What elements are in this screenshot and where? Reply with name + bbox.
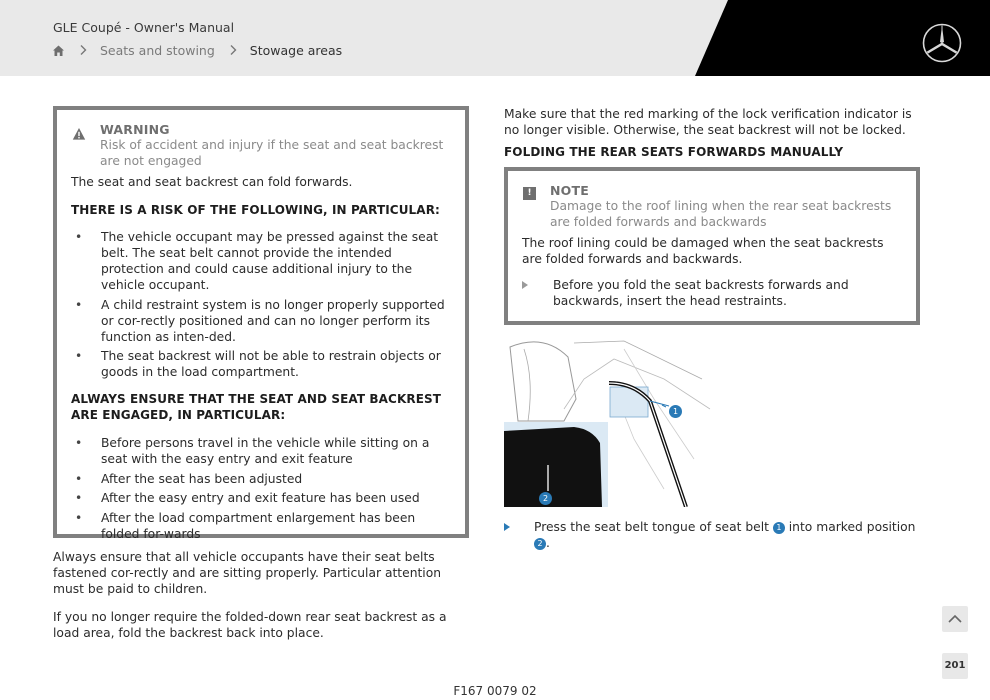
section-heading: FOLDING THE REAR SEATS FORWARDS MANUALLY <box>504 145 844 159</box>
ensure-heading: ALWAYS ENSURE THAT THE SEAT AND SEAT BACKREST ARE ENGAGED, IN PARTICULAR: <box>71 392 442 422</box>
risk-list <box>71 229 451 380</box>
list-item: • After the easy entry and exit feature has been used <box>71 490 451 506</box>
note-exclamation-icon: ! <box>523 187 536 200</box>
scroll-to-top-button[interactable] <box>942 606 968 632</box>
ensure-list <box>71 435 451 542</box>
seatbelt-paragraph: Always ensure that all vehicle occupants have their seat belts fastened cor-rectly and are sitting properly. Particular attention must be paid to children. <box>53 550 442 596</box>
note-subtitle: Damage to the roof lining when the rear seat backrests are folded forwards and backwards <box>550 199 892 229</box>
warning-box <box>53 106 469 541</box>
page-header <box>0 0 990 76</box>
risk-heading: THERE IS A RISK OF THE FOLLOWING, IN PARTICULAR: <box>71 203 440 217</box>
step-instruction <box>504 519 920 551</box>
step-number-1: 1 <box>773 522 785 534</box>
step-text-mid: into marked position <box>784 520 916 534</box>
page-number-button[interactable] <box>942 653 968 679</box>
step-number-2: 2 <box>534 538 546 550</box>
warning-triangle-icon <box>72 127 86 141</box>
list-item: • After the seat has been adjusted <box>71 471 451 487</box>
header-black-panel <box>0 0 990 76</box>
note-instruction-text: Before you fold the seat backrests forwards and backwards, insert the head restraints. <box>553 278 849 308</box>
intro-paragraph: Make sure that the red marking of the lock verification indicator is no longer visible. Otherwise, the seat backrest will not be locked. <box>504 107 912 137</box>
note-title: NOTE <box>550 183 589 198</box>
mercedes-star-icon[interactable] <box>921 22 963 64</box>
note-text: The roof lining could be damaged when the seat backrests are folded forwards and backwards. <box>522 236 884 266</box>
page-number: 201 <box>944 660 966 671</box>
home-icon[interactable] <box>52 44 65 57</box>
callout-2: 2 <box>539 487 552 506</box>
warning-subtitle: Risk of accident and injury if the seat and seat backrest are not engaged <box>100 138 444 168</box>
list-item: • The seat backrest will not be able to restrain objects or goods in the load compartment. <box>71 348 451 380</box>
callout-1: 1 <box>669 400 682 419</box>
list-item: • Before persons travel in the vehicle while sitting on a seat with the easy entry and exit feature <box>71 435 451 467</box>
doc-title: GLE Coupé - Owner's Manual <box>53 20 235 35</box>
seat-belt-illustration <box>504 339 712 507</box>
chevron-right-icon <box>228 44 238 56</box>
step-text-before: Press the seat belt tongue of seat belt <box>534 520 773 534</box>
warning-text: The seat and seat backrest can fold forwards. <box>71 175 353 189</box>
breadcrumb-item-seats[interactable]: Seats and stowing <box>100 42 215 58</box>
chevron-up-icon <box>942 606 968 632</box>
fold-back-paragraph: If you no longer require the folded-down rear seat backrest as a load area, fold the backrest back into place. <box>53 610 447 640</box>
illustration-drawing <box>504 339 712 507</box>
chevron-right-icon <box>78 44 88 56</box>
breadcrumb-item-stowage: Stowage areas <box>249 42 343 58</box>
list-item: • A child restraint system is no longer properly supported or cor-rectly positioned and can no longer perform its function as inten-ded. <box>71 297 451 345</box>
breadcrumb <box>52 42 342 58</box>
note-instruction <box>522 277 902 309</box>
list-item: • The vehicle occupant may be pressed against the seat belt. The seat belt cannot provide the intended protection and could cause additional injury to the vehicle occupant. <box>71 229 451 293</box>
image-code: F167 0079 02 <box>453 684 537 698</box>
left-column <box>53 106 469 641</box>
list-item: • After the load compartment enlargement has been folded for-wards <box>71 510 451 542</box>
right-column <box>504 106 920 551</box>
arrow-right-icon <box>504 519 514 551</box>
step-text <box>534 519 920 551</box>
step-text-after: . <box>546 536 550 550</box>
note-box <box>504 167 920 325</box>
warning-title: WARNING <box>100 122 170 137</box>
arrow-right-icon <box>522 277 532 309</box>
